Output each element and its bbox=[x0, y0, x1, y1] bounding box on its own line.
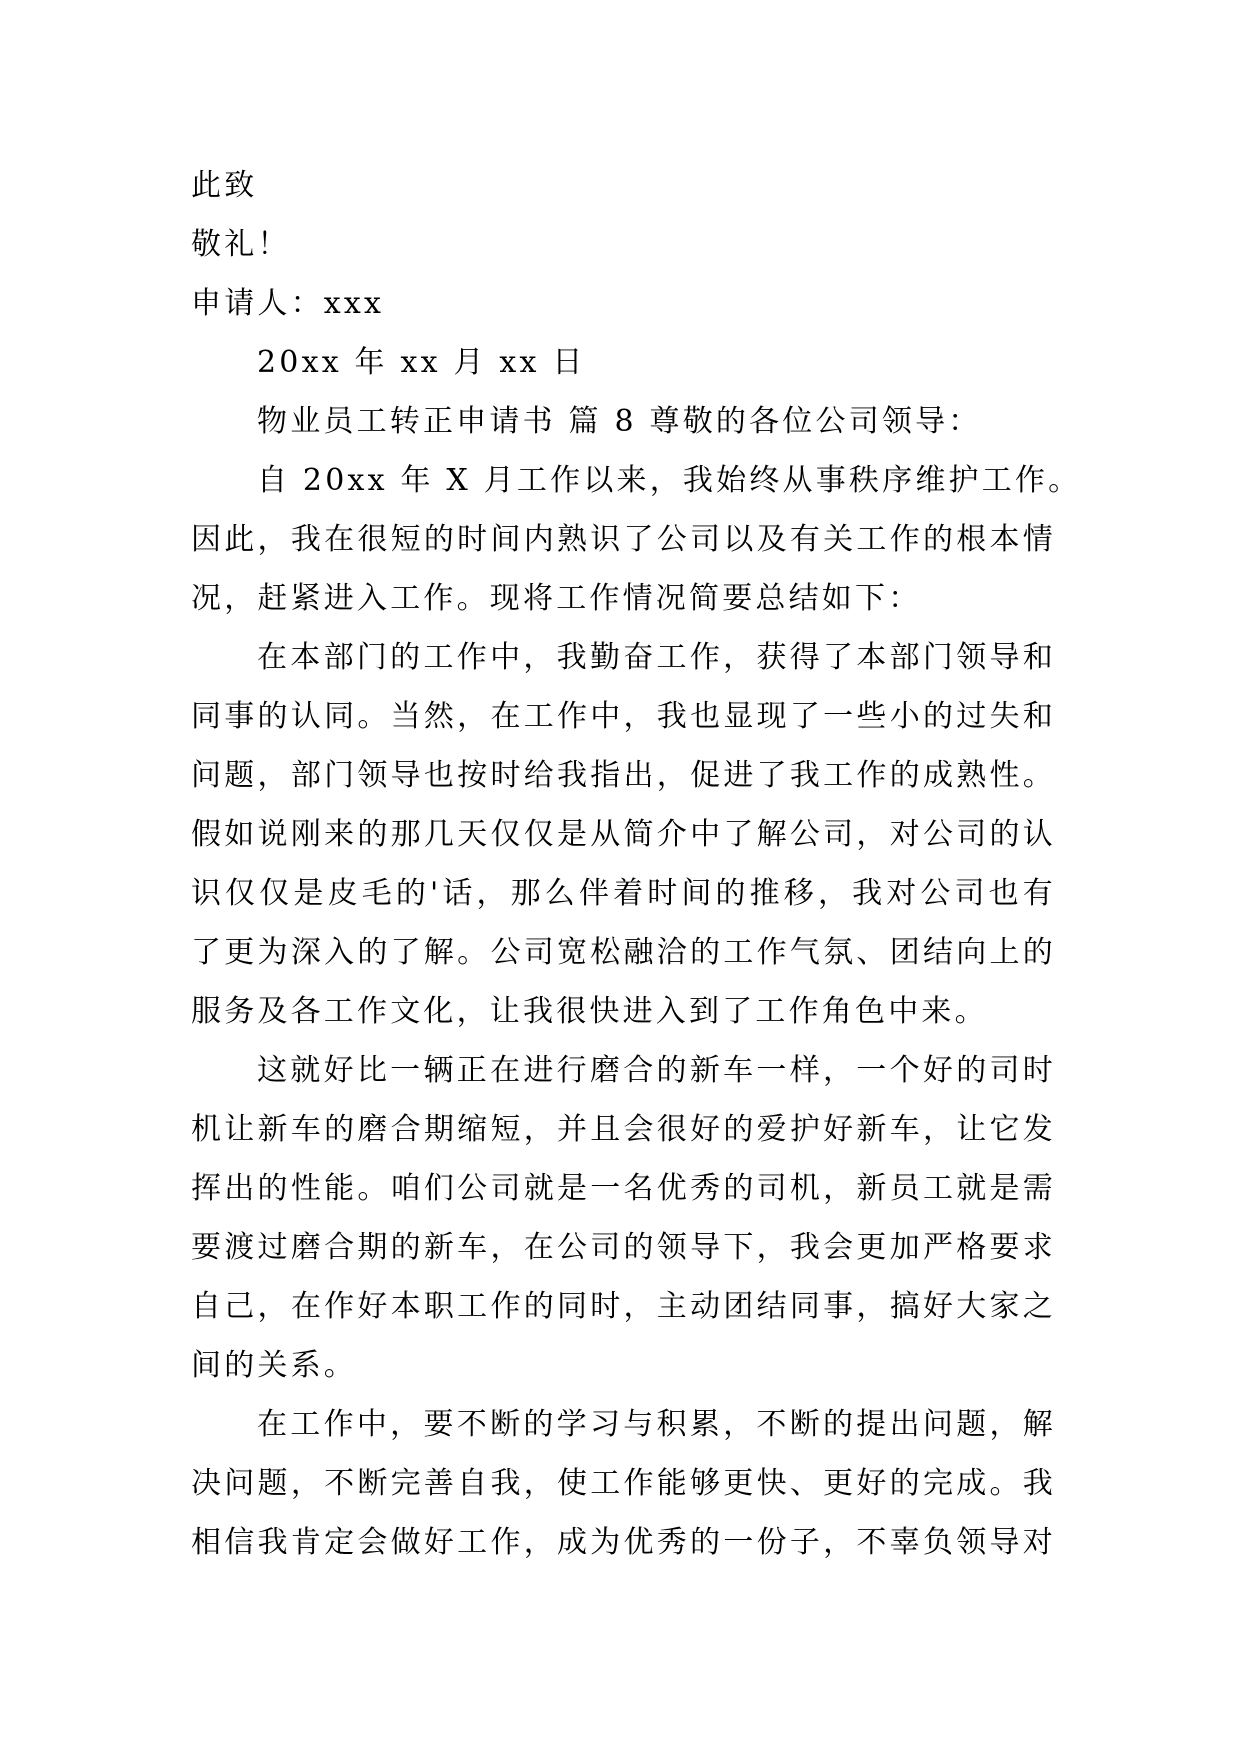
paragraph bbox=[191, 1395, 1056, 1572]
paragraph-line: 自 20xx 年 X 月工作以来，我始终从事秩序维护工作。 bbox=[257, 463, 1082, 498]
paragraph-line: 服务及各工作文化，让我很快进入到了工作角色中来。 bbox=[191, 994, 988, 1029]
paragraph-line: 了更为深入的了解。公司宽松融洽的工作气氛、团结向上的 bbox=[191, 935, 1056, 970]
applicant-signature: 申请人：xxx bbox=[191, 286, 385, 321]
paragraph-line: 决问题，不断完善自我，使工作能够更快、更好的完成。我 bbox=[191, 1466, 1056, 1501]
paragraph-line: 因此，我在很短的时间内熟识了公司以及有关工作的根本情 bbox=[191, 522, 1056, 557]
document-body bbox=[191, 156, 1082, 1572]
closing-regards: 敬礼！ bbox=[191, 227, 291, 262]
paragraph-line: 自己，在作好本职工作的同时，主动团结同事，搞好大家之 bbox=[191, 1289, 1056, 1324]
paragraph-line: 相信我肯定会做好工作，成为优秀的一份子，不辜负领导对 bbox=[191, 1525, 1056, 1560]
closing-salutation: 此致 bbox=[191, 168, 258, 203]
paragraph-line: 识仅仅是皮毛的'话，那么伴着时间的推移，我对公司也有 bbox=[191, 876, 1056, 911]
paragraph-line: 同事的认同。当然，在工作中，我也显现了一些小的过失和 bbox=[191, 699, 1056, 734]
article-heading: 物业员工转正申请书 篇 8 尊敬的各位公司领导： bbox=[257, 404, 982, 439]
paragraph-line: 这就好比一辆正在进行磨合的新车一样，一个好的司时 bbox=[257, 1053, 1056, 1088]
paragraph-line: 况，赶紧进入工作。现将工作情况简要总结如下： bbox=[191, 581, 922, 616]
paragraph bbox=[191, 451, 1082, 628]
paragraph-line: 挥出的性能。咱们公司就是一名优秀的司机，新员工就是需 bbox=[191, 1171, 1056, 1206]
paragraph-line: 问题，部门领导也按时给我指出，促进了我工作的成熟性。 bbox=[191, 758, 1056, 793]
paragraph-line: 间的关系。 bbox=[191, 1348, 357, 1383]
paragraph-line: 机让新车的磨合期缩短，并且会很好的爱护好新车，让它发 bbox=[191, 1112, 1056, 1147]
paragraph-line: 要渡过磨合期的新车，在公司的领导下，我会更加严格要求 bbox=[191, 1230, 1056, 1265]
signature-date: 20xx 年 xx 月 xx 日 bbox=[257, 345, 586, 380]
paragraph-line: 在本部门的工作中，我勤奋工作，获得了本部门领导和 bbox=[257, 640, 1056, 675]
paragraph bbox=[191, 628, 1056, 1041]
paragraph-line: 在工作中，要不断的学习与积累，不断的提出问题，解 bbox=[257, 1407, 1056, 1442]
paragraph bbox=[191, 1041, 1056, 1395]
paragraph-line: 假如说刚来的那几天仅仅是从简介中了解公司，对公司的认 bbox=[191, 817, 1056, 852]
